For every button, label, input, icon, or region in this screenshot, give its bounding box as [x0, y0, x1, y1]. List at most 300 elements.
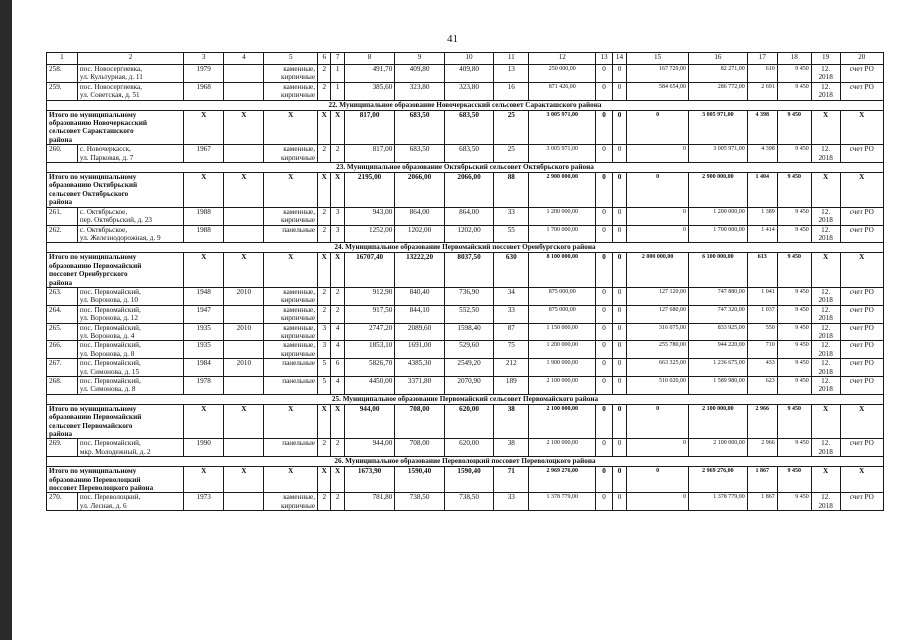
funding-method-cell: счет РО: [840, 287, 883, 305]
last-repair-year-cell: [224, 225, 264, 243]
x-mark-cell: X: [840, 110, 883, 145]
wall-material-cell: панельные: [264, 225, 318, 243]
x-mark-cell: X: [318, 110, 331, 145]
residential-area-cell: 1202,00: [444, 225, 493, 243]
premises-area-cell: 13222,20: [395, 253, 444, 288]
x-mark-cell: X: [840, 253, 883, 288]
last-repair-year-cell: [224, 341, 264, 359]
funding-method-cell: счет РО: [840, 377, 883, 395]
funding-method-cell: счет РО: [840, 439, 883, 457]
local-funds-cell: 127 680,00: [627, 305, 689, 323]
x-mark-cell: X: [331, 467, 344, 493]
residents-count-cell: 630: [494, 253, 529, 288]
premises-area-cell: 708,00: [395, 404, 444, 439]
building-row: [47, 145, 884, 163]
residents-count-cell: 33: [494, 493, 529, 511]
x-mark-cell: X: [318, 173, 331, 208]
building-row: [47, 65, 884, 83]
premises-area-cell: 323,80: [395, 82, 444, 100]
max-unit-cost-cell: 9 450: [777, 207, 811, 225]
floors-cell: 2: [318, 82, 331, 100]
column-number-cell: 11: [494, 53, 529, 65]
x-mark-cell: X: [224, 253, 264, 288]
unit-cost-cell: 2 691: [747, 82, 777, 100]
column-number-cell: 1: [47, 53, 78, 65]
residents-count-cell: 16: [494, 82, 529, 100]
residential-area-cell: 552,50: [444, 305, 493, 323]
column-number-cell: 10: [444, 53, 493, 65]
building-row: [47, 287, 884, 305]
x-mark-cell: X: [224, 173, 264, 208]
owner-funds-cell: 6 100 000,00: [689, 253, 748, 288]
residential-area-cell: 323,80: [444, 82, 493, 100]
owner-funds-cell: 1 378 779,00: [689, 493, 748, 511]
total-area-cell: 912,90: [344, 287, 395, 305]
total-area-cell: 385,60: [344, 82, 395, 100]
row-number-cell: 264.: [47, 305, 78, 323]
local-funds-cell: 0: [627, 225, 689, 243]
wall-material-cell: каменные, кирпичные: [264, 82, 318, 100]
premises-area-cell: 1202,00: [395, 225, 444, 243]
local-funds-cell: 255 780,00: [627, 341, 689, 359]
residents-count-cell: 33: [494, 207, 529, 225]
owner-funds-cell: 1 589 980,00: [689, 377, 748, 395]
federal-funds-cell: 0: [596, 323, 612, 341]
regional-funds-cell: 0: [612, 145, 626, 163]
repair-cost-cell: 3 005 971,00: [529, 145, 596, 163]
local-funds-cell: 0: [627, 110, 689, 145]
funding-method-cell: счет РО: [840, 82, 883, 100]
building-row: [47, 305, 884, 323]
owner-funds-cell: 2 900 000,00: [689, 173, 748, 208]
x-mark-cell: X: [264, 404, 318, 439]
subtotal-label: Итого по муниципальному образованию Первомайский поссовет Оренбургского района: [47, 253, 184, 288]
subtotal-label: Итого по муниципальному образованию Октябрьский сельсовет Октябрьского района: [47, 173, 184, 208]
row-number-cell: 261.: [47, 207, 78, 225]
x-mark-cell: X: [184, 253, 224, 288]
entrances-cell: 2: [331, 287, 344, 305]
unit-cost-cell: 550: [747, 323, 777, 341]
section-header-row: [47, 163, 884, 173]
repair-cost-cell: 2 100 000,00: [529, 439, 596, 457]
last-repair-year-cell: 2010: [224, 359, 264, 377]
repair-cost-cell: 3 005 971,00: [529, 110, 596, 145]
max-unit-cost-cell: 9 450: [777, 145, 811, 163]
federal-funds-cell: 0: [596, 145, 612, 163]
premises-area-cell: 708,00: [395, 439, 444, 457]
building-row: [47, 359, 884, 377]
column-number-cell: 9: [395, 53, 444, 65]
max-unit-cost-cell: 9 450: [777, 493, 811, 511]
built-year-cell: 1967: [184, 145, 224, 163]
total-area-cell: 944,00: [344, 404, 395, 439]
total-area-cell: 2195,00: [344, 173, 395, 208]
max-unit-cost-cell: 9 450: [777, 287, 811, 305]
column-number-cell: 8: [344, 53, 395, 65]
x-mark-cell: X: [264, 467, 318, 493]
built-year-cell: 1988: [184, 225, 224, 243]
column-number-cell: 2: [77, 53, 183, 65]
premises-area-cell: 2066,00: [395, 173, 444, 208]
column-number-cell: 13: [596, 53, 612, 65]
repair-cost-cell: 1 378 779,00: [529, 493, 596, 511]
x-mark-cell: X: [318, 253, 331, 288]
repair-cost-cell: 1 700 000,00: [529, 225, 596, 243]
max-unit-cost-cell: 9 450: [777, 110, 811, 145]
repair-cost-cell: 875 000,00: [529, 305, 596, 323]
completion-date-cell: 12. 2018: [811, 341, 840, 359]
total-area-cell: 5826,70: [344, 359, 395, 377]
repair-cost-cell: 875 000,00: [529, 287, 596, 305]
total-area-cell: 4450,00: [344, 377, 395, 395]
x-mark-cell: X: [264, 173, 318, 208]
residential-area-cell: 683,50: [444, 110, 493, 145]
subtotal-row: [47, 404, 884, 439]
owner-funds-cell: 82 271,00: [689, 65, 748, 83]
row-number-cell: 260.: [47, 145, 78, 163]
residents-count-cell: 25: [494, 110, 529, 145]
local-funds-cell: 0: [627, 439, 689, 457]
completion-date-cell: 12. 2018: [811, 287, 840, 305]
section-title: 25. Муниципальное образование Первомайский сельсовет Первомайского района: [47, 394, 884, 404]
residential-area-cell: 2549,20: [444, 359, 493, 377]
owner-funds-cell: 1 700 000,00: [689, 225, 748, 243]
owner-funds-cell: 1 236 675,00: [689, 359, 748, 377]
column-number-cell: 5: [264, 53, 318, 65]
section-header-row: [47, 243, 884, 253]
wall-material-cell: каменные, кирпичные: [264, 323, 318, 341]
total-area-cell: 1252,00: [344, 225, 395, 243]
column-number-cell: 4: [224, 53, 264, 65]
premises-area-cell: 864,00: [395, 207, 444, 225]
repair-cost-cell: 1 200 000,00: [529, 207, 596, 225]
building-row: [47, 82, 884, 100]
regional-funds-cell: 0: [612, 439, 626, 457]
x-mark-cell: X: [840, 173, 883, 208]
x-mark-cell: X: [318, 467, 331, 493]
repair-cost-cell: 871 426,00: [529, 82, 596, 100]
local-funds-cell: 0: [627, 207, 689, 225]
address-cell: пос. Первомайский, мкр. Молодежный, д. 2: [77, 439, 183, 457]
building-row: [47, 493, 884, 511]
entrances-cell: 4: [331, 341, 344, 359]
last-repair-year-cell: [224, 305, 264, 323]
max-unit-cost-cell: 9 450: [777, 173, 811, 208]
federal-funds-cell: 0: [596, 467, 612, 493]
completion-date-cell: 12. 2018: [811, 65, 840, 83]
local-funds-cell: 0: [627, 404, 689, 439]
local-funds-cell: 510 020,00: [627, 377, 689, 395]
built-year-cell: 1973: [184, 493, 224, 511]
x-mark-cell: X: [264, 253, 318, 288]
residents-count-cell: 212: [494, 359, 529, 377]
entrances-cell: 4: [331, 377, 344, 395]
x-mark-cell: X: [224, 404, 264, 439]
building-row: [47, 225, 884, 243]
owner-funds-cell: 2 969 276,00: [689, 467, 748, 493]
funding-method-cell: счет РО: [840, 305, 883, 323]
x-mark-cell: X: [224, 110, 264, 145]
residential-area-cell: 620,00: [444, 439, 493, 457]
x-mark-cell: X: [840, 404, 883, 439]
x-mark-cell: X: [184, 404, 224, 439]
x-mark-cell: X: [811, 173, 840, 208]
residential-area-cell: 529,60: [444, 341, 493, 359]
unit-cost-cell: 613: [747, 253, 777, 288]
total-area-cell: 2747,20: [344, 323, 395, 341]
repair-cost-cell: 2 100 000,00: [529, 377, 596, 395]
column-number-cell: 6: [318, 53, 331, 65]
max-unit-cost-cell: 9 450: [777, 253, 811, 288]
section-header-row: [47, 394, 884, 404]
built-year-cell: 1978: [184, 377, 224, 395]
last-repair-year-cell: 2010: [224, 287, 264, 305]
premises-area-cell: 2089,60: [395, 323, 444, 341]
regional-funds-cell: 0: [612, 110, 626, 145]
regional-funds-cell: 0: [612, 207, 626, 225]
residents-count-cell: 71: [494, 467, 529, 493]
completion-date-cell: 12. 2018: [811, 82, 840, 100]
wall-material-cell: панельные: [264, 439, 318, 457]
funding-method-cell: счет РО: [840, 341, 883, 359]
floors-cell: 5: [318, 377, 331, 395]
address-cell: пос. Новосергиевка, ул. Культурная, д. 11: [77, 65, 183, 83]
owner-funds-cell: 944 220,00: [689, 341, 748, 359]
completion-date-cell: 12. 2018: [811, 145, 840, 163]
x-mark-cell: X: [811, 467, 840, 493]
subtotal-row: [47, 173, 884, 208]
repair-cost-cell: 1 200 000,00: [529, 341, 596, 359]
regional-funds-cell: 0: [612, 359, 626, 377]
completion-date-cell: 12. 2018: [811, 323, 840, 341]
completion-date-cell: 12. 2018: [811, 305, 840, 323]
regional-funds-cell: 0: [612, 305, 626, 323]
repair-cost-cell: 2 969 276,00: [529, 467, 596, 493]
total-area-cell: 943,00: [344, 207, 395, 225]
max-unit-cost-cell: 9 450: [777, 225, 811, 243]
section-title: 26. Муниципальное образование Переволоцкий поссовет Переволоцкого района: [47, 457, 884, 467]
subtotal-row: [47, 467, 884, 493]
max-unit-cost-cell: 9 450: [777, 341, 811, 359]
owner-funds-cell: 3 005 971,00: [689, 110, 748, 145]
entrances-cell: 2: [331, 305, 344, 323]
built-year-cell: 1990: [184, 439, 224, 457]
federal-funds-cell: 0: [596, 377, 612, 395]
local-funds-cell: 316 075,00: [627, 323, 689, 341]
floors-cell: 2: [318, 493, 331, 511]
floors-cell: 3: [318, 341, 331, 359]
unit-cost-cell: 433: [747, 359, 777, 377]
unit-cost-cell: 610: [747, 65, 777, 83]
row-number-cell: 268.: [47, 377, 78, 395]
completion-date-cell: 12. 2018: [811, 359, 840, 377]
max-unit-cost-cell: 9 450: [777, 323, 811, 341]
local-funds-cell: 663 325,00: [627, 359, 689, 377]
x-mark-cell: X: [331, 404, 344, 439]
x-mark-cell: X: [331, 253, 344, 288]
last-repair-year-cell: [224, 377, 264, 395]
funding-method-cell: счет РО: [840, 493, 883, 511]
federal-funds-cell: 0: [596, 253, 612, 288]
page-number: 41: [447, 33, 458, 45]
repair-cost-cell: 2 100 000,00: [529, 404, 596, 439]
regional-funds-cell: 0: [612, 287, 626, 305]
wall-material-cell: каменные, кирпичные: [264, 287, 318, 305]
local-funds-cell: 0: [627, 145, 689, 163]
repair-program-table: [46, 52, 884, 511]
completion-date-cell: 12. 2018: [811, 207, 840, 225]
x-mark-cell: X: [184, 467, 224, 493]
section-title: 23. Муниципальное образование Октябрьский сельсовет Октябрьского района: [47, 163, 884, 173]
floors-cell: 5: [318, 359, 331, 377]
floors-cell: 3: [318, 323, 331, 341]
row-number-cell: 262.: [47, 225, 78, 243]
regional-funds-cell: 0: [612, 253, 626, 288]
subtotal-label: Итого по муниципальному образованию Новочеркасский сельсовет Саракташского района: [47, 110, 184, 145]
address-cell: пос. Первомайский, ул. Воронова, д. 4: [77, 323, 183, 341]
residents-count-cell: 87: [494, 323, 529, 341]
residential-area-cell: 736,90: [444, 287, 493, 305]
entrances-cell: 3: [331, 225, 344, 243]
total-area-cell: 1673,90: [344, 467, 395, 493]
column-number-cell: 20: [840, 53, 883, 65]
floors-cell: 2: [318, 287, 331, 305]
unit-cost-cell: 623: [747, 377, 777, 395]
address-cell: пос. Новосергиевка, ул. Советская, д. 51: [77, 82, 183, 100]
x-mark-cell: X: [318, 404, 331, 439]
column-number-cell: 14: [612, 53, 626, 65]
wall-material-cell: панельные: [264, 359, 318, 377]
funding-method-cell: счет РО: [840, 359, 883, 377]
residential-area-cell: 620,00: [444, 404, 493, 439]
built-year-cell: 1984: [184, 359, 224, 377]
premises-area-cell: 1590,40: [395, 467, 444, 493]
unit-cost-cell: 1 037: [747, 305, 777, 323]
row-number-cell: 270.: [47, 493, 78, 511]
entrances-cell: 1: [331, 65, 344, 83]
residents-count-cell: 34: [494, 287, 529, 305]
address-cell: пос. Первомайский, ул. Симонова, д. 15: [77, 359, 183, 377]
residential-area-cell: 683,50: [444, 145, 493, 163]
repair-cost-cell: 8 100 000,00: [529, 253, 596, 288]
x-mark-cell: X: [331, 110, 344, 145]
x-mark-cell: X: [184, 173, 224, 208]
completion-date-cell: 12. 2018: [811, 225, 840, 243]
federal-funds-cell: 0: [596, 493, 612, 511]
total-area-cell: 917,50: [344, 305, 395, 323]
column-number-cell: 7: [331, 53, 344, 65]
max-unit-cost-cell: 9 450: [777, 82, 811, 100]
entrances-cell: 2: [331, 145, 344, 163]
premises-area-cell: 409,80: [395, 65, 444, 83]
local-funds-cell: 127 120,00: [627, 287, 689, 305]
unit-cost-cell: 2 966: [747, 404, 777, 439]
section-header-row: [47, 100, 884, 110]
building-row: [47, 439, 884, 457]
address-cell: пос. Первомайский, ул. Симонова, д. 8: [77, 377, 183, 395]
residents-count-cell: 55: [494, 225, 529, 243]
federal-funds-cell: 0: [596, 287, 612, 305]
x-mark-cell: X: [224, 467, 264, 493]
built-year-cell: 1948: [184, 287, 224, 305]
repair-cost-cell: 1 150 000,00: [529, 323, 596, 341]
section-header-row: [47, 457, 884, 467]
last-repair-year-cell: [224, 493, 264, 511]
floors-cell: 2: [318, 207, 331, 225]
building-row: [47, 377, 884, 395]
owner-funds-cell: 747 880,00: [689, 287, 748, 305]
local-funds-cell: 0: [627, 173, 689, 208]
last-repair-year-cell: [224, 65, 264, 83]
unit-cost-cell: 4 398: [747, 145, 777, 163]
column-number-cell: 3: [184, 53, 224, 65]
built-year-cell: 1935: [184, 323, 224, 341]
unit-cost-cell: 1 404: [747, 173, 777, 208]
row-number-cell: 259.: [47, 82, 78, 100]
owner-funds-cell: 1 200 000,00: [689, 207, 748, 225]
funding-method-cell: счет РО: [840, 65, 883, 83]
unit-cost-cell: 1 867: [747, 467, 777, 493]
x-mark-cell: X: [184, 110, 224, 145]
built-year-cell: 1988: [184, 207, 224, 225]
x-mark-cell: X: [811, 110, 840, 145]
last-repair-year-cell: [224, 207, 264, 225]
owner-funds-cell: 833 925,00: [689, 323, 748, 341]
federal-funds-cell: 0: [596, 359, 612, 377]
max-unit-cost-cell: 9 450: [777, 439, 811, 457]
max-unit-cost-cell: 9 450: [777, 467, 811, 493]
total-area-cell: 491,70: [344, 65, 395, 83]
premises-area-cell: 840,40: [395, 287, 444, 305]
regional-funds-cell: 0: [612, 341, 626, 359]
local-funds-cell: 2 000 000,00: [627, 253, 689, 288]
federal-funds-cell: 0: [596, 341, 612, 359]
repair-cost-cell: 2 900 000,00: [529, 173, 596, 208]
subtotal-row: [47, 253, 884, 288]
row-number-cell: 266.: [47, 341, 78, 359]
row-number-cell: 265.: [47, 323, 78, 341]
completion-date-cell: 12. 2018: [811, 493, 840, 511]
total-area-cell: 781,80: [344, 493, 395, 511]
local-funds-cell: 0: [627, 467, 689, 493]
entrances-cell: 2: [331, 439, 344, 457]
wall-material-cell: панельные: [264, 377, 318, 395]
owner-funds-cell: 2 100 000,00: [689, 404, 748, 439]
unit-cost-cell: 710: [747, 341, 777, 359]
column-number-cell: 16: [689, 53, 748, 65]
residential-area-cell: 409,80: [444, 65, 493, 83]
residential-area-cell: 738,50: [444, 493, 493, 511]
owner-funds-cell: 2 100 000,00: [689, 439, 748, 457]
row-number-cell: 258.: [47, 65, 78, 83]
residential-area-cell: 2066,00: [444, 173, 493, 208]
regional-funds-cell: 0: [612, 225, 626, 243]
last-repair-year-cell: [224, 439, 264, 457]
floors-cell: 2: [318, 65, 331, 83]
entrances-cell: 2: [331, 493, 344, 511]
residential-area-cell: 2070,90: [444, 377, 493, 395]
regional-funds-cell: 0: [612, 82, 626, 100]
entrances-cell: 3: [331, 207, 344, 225]
column-number-cell: 17: [747, 53, 777, 65]
residents-count-cell: 38: [494, 404, 529, 439]
funding-method-cell: счет РО: [840, 225, 883, 243]
premises-area-cell: 3371,80: [395, 377, 444, 395]
premises-area-cell: 4385,30: [395, 359, 444, 377]
local-funds-cell: 0: [627, 493, 689, 511]
built-year-cell: 1979: [184, 65, 224, 83]
total-area-cell: 1853,10: [344, 341, 395, 359]
